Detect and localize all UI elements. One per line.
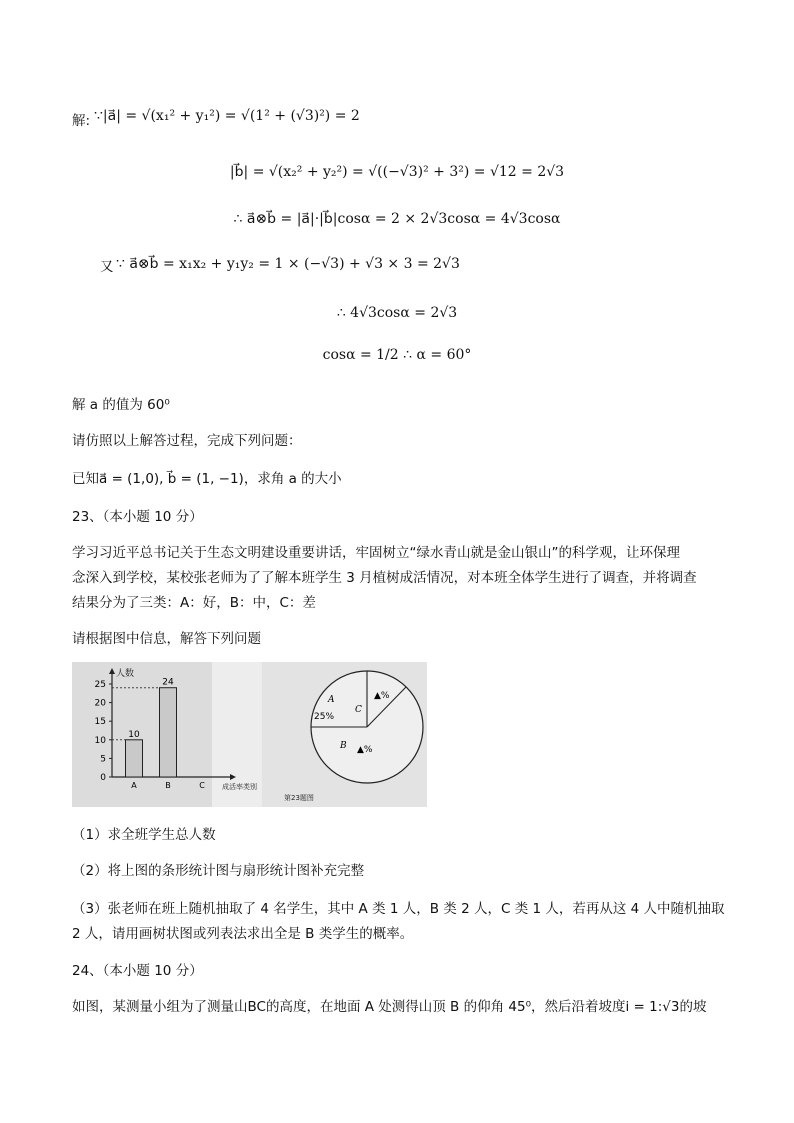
- solution-line-4-prefix: 又: [100, 259, 114, 275]
- pie-label-a-pct: 25%: [314, 712, 335, 722]
- solution-prefix: 解:: [72, 113, 91, 129]
- y-tick-label-10: 10: [94, 735, 106, 746]
- x-category-label-B: B: [165, 781, 171, 790]
- solution-line-1: ∵|a⃗| = √(x₁² + y₁²) = √(1² + (√3)²) = 2: [94, 108, 360, 124]
- pie-chart: [311, 671, 423, 783]
- solution-line-6: cosα = 1/2 ∴ α = 60°: [322, 347, 472, 363]
- q23-para-2: 念深入到学校，某校张老师为了了解本班学生 3 月植树成活情况，对本班全体学生进行了调查，并将调查: [72, 570, 697, 586]
- y-axis-label: 人数: [116, 669, 135, 679]
- y-tick-label-25: 25: [94, 680, 106, 690]
- q23-sub-3a: （3）张老师在班上随机抽取了 4 名学生，其中 A 类 1 人，B 类 2 人，C 类 1 人，若再从这 4 人中随机抽取: [72, 901, 725, 917]
- pie-label-c: C: [355, 705, 362, 715]
- bar-A: [126, 740, 143, 777]
- q23-para-1: 学习习近平总书记关于生态文明建设重要讲话，牢固树立“绿水青山就是金山银山”的科学观，让环保理: [72, 545, 680, 561]
- solution-line-5: ∴ 4√3cosα = 2√3: [336, 305, 458, 321]
- q23-sub-2: （2）将上图的条形统计图与扇形统计图补充完整: [72, 863, 365, 879]
- x-category-label-A: A: [131, 781, 137, 790]
- figure-canvas: [72, 662, 427, 807]
- q23-sub-3b: 2 人，请用画树状图或列表法求出全是 B 类学生的概率。: [72, 926, 414, 942]
- q24-para-1: 如图，某测量小组为了测量山BC的高度，在地面 A 处测得山顶 B 的仰角 45⁰，然后沿着坡度i = 1:√3的坡: [72, 999, 707, 1015]
- pie-label-b-pct: ▲%: [357, 745, 373, 755]
- y-tick-label-5: 5: [100, 754, 106, 765]
- pie-label-c-pct: ▲%: [374, 691, 390, 701]
- q24-header: 24、（本小题 10 分）: [72, 963, 203, 979]
- pie-label-b: B: [340, 741, 347, 751]
- bar-value-label-A: 10: [128, 729, 140, 740]
- solution-line-3: ∴ a⃗⊗b⃗ = |a⃗|·|b⃗|cosα = 2 × 2√3cosα = 4√3cosα: [233, 211, 561, 227]
- pie-label-a: A: [328, 695, 335, 705]
- figure-caption: 第23题图: [284, 794, 314, 802]
- x-axis-label: 成活率类别: [222, 783, 257, 791]
- x-category-label-C: C: [199, 781, 205, 790]
- y-tick-label-0: 0: [100, 773, 106, 783]
- q23-prompt: 请根据图中信息，解答下列问题: [72, 631, 261, 647]
- y-tick-label-15: 15: [94, 717, 106, 728]
- task-text: 已知a⃗ = (1,0), b⃗ = (1, −1)，求角 a 的大小: [72, 471, 342, 487]
- solution-conclusion: 解 a 的值为 60⁰: [72, 397, 170, 413]
- solution-line-2: |b⃗| = √(x₂² + y₂²) = √((−√3)² + 3²) = √12 = 2√3: [229, 164, 565, 180]
- bar-B: [160, 688, 177, 777]
- instruction-text: 请仿照以上解答过程，完成下列问题：: [72, 433, 302, 449]
- q23-para-3: 结果分为了三类：A：好，B：中，C：差: [72, 595, 316, 611]
- q23-sub-1: （1）求全班学生总人数: [72, 827, 216, 843]
- solution-line-4: ∵ a⃗⊗b⃗ = x₁x₂ + y₁y₂ = 1 × (−√3) + √3 × 3 = 2√3: [116, 256, 460, 272]
- q23-header: 23、（本小题 10 分）: [72, 509, 203, 525]
- bar-value-label-B: 24: [162, 677, 174, 688]
- q23-figure: [72, 662, 427, 807]
- y-tick-label-20: 20: [94, 698, 106, 709]
